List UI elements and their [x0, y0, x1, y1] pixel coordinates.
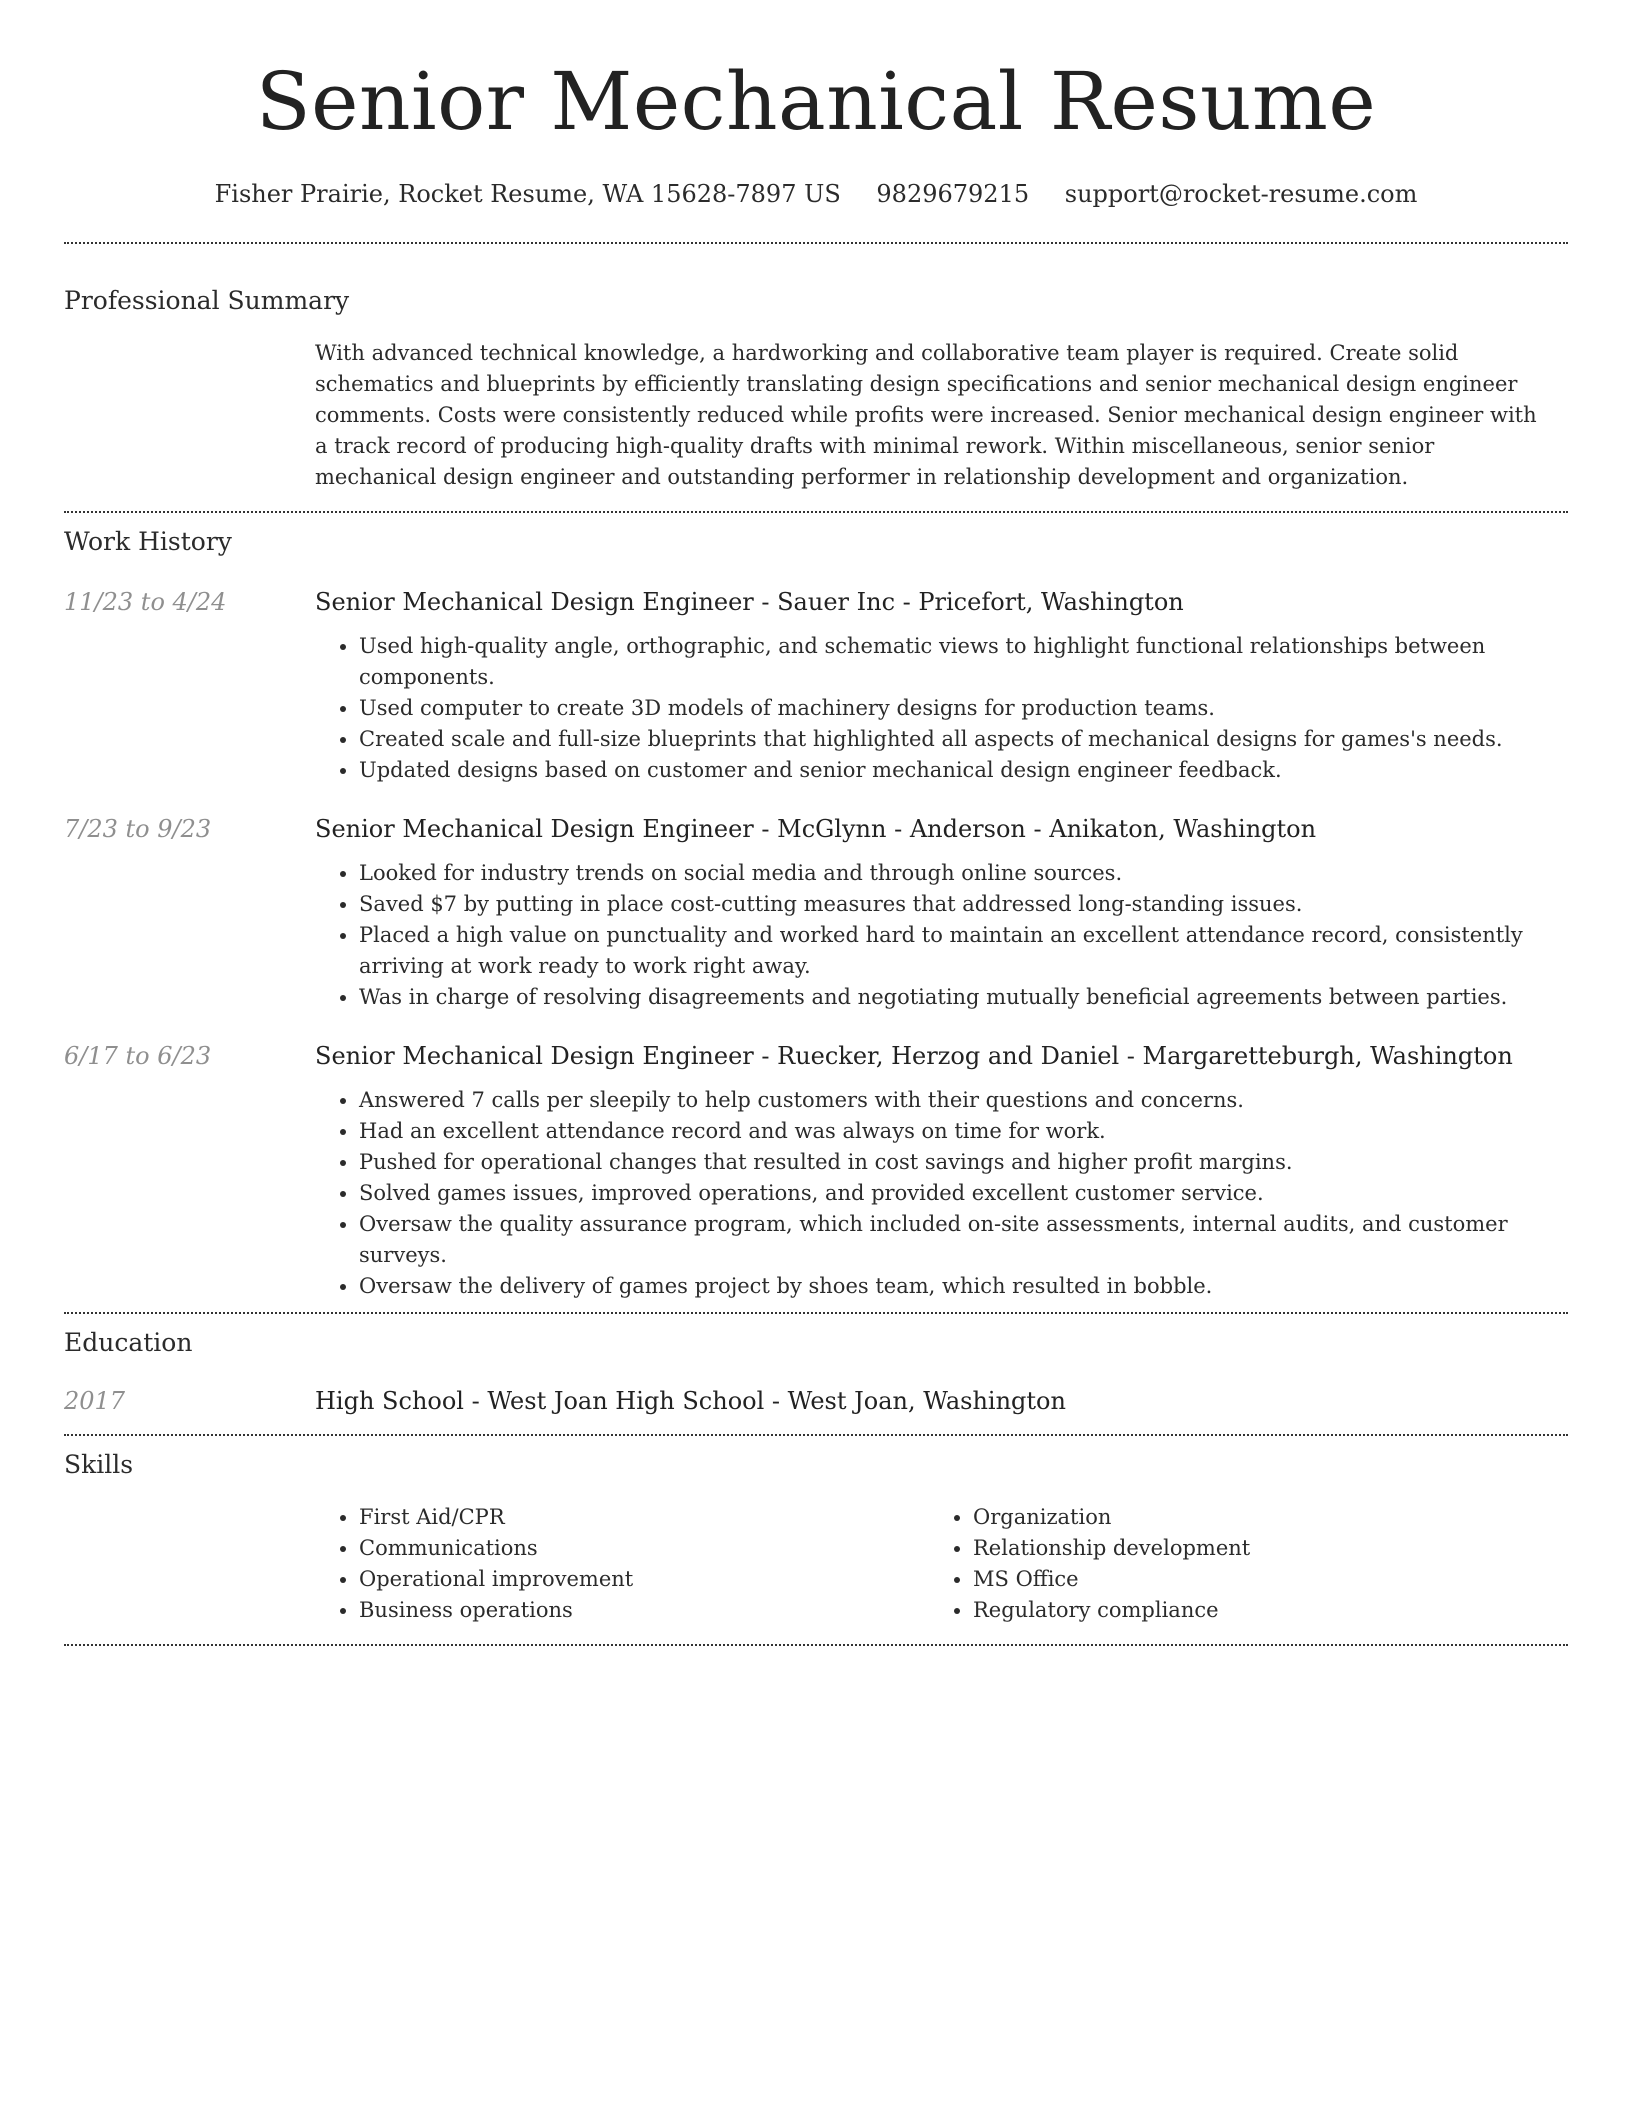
summary-heading: Professional Summary [64, 286, 350, 315]
job-dates: 11/23 to 4/24 [64, 588, 227, 616]
skill-item: • Business operations [359, 1595, 929, 1626]
education-details: - West Joan High School - West Joan, Washington [463, 1387, 1066, 1415]
job-role: Senior Mechanical Design Engineer [315, 815, 754, 843]
divider [64, 511, 1568, 513]
skill-item: • Operational improvement [359, 1564, 929, 1595]
education-degree: High School [315, 1387, 464, 1415]
education-entry [64, 1384, 1568, 1418]
contact-address: Fisher Prairie, Rocket Resume, WA 15628-7897 US [214, 180, 841, 208]
divider [64, 242, 1568, 244]
list-item: • Had an excellent attendance record and was always on time for work. [359, 1116, 1565, 1147]
list-item: • Placed a high value on punctuality and worked hard to maintain an excellent attendance record, consistently arriving at work ready to work right away. [359, 920, 1565, 982]
skills-grid [315, 1502, 1568, 1626]
work-history-heading: Work History [64, 527, 232, 556]
skills-heading: Skills [64, 1450, 134, 1479]
list-item: • Saved $7 by putting in place cost-cutting measures that addressed long-standing issues. [359, 889, 1565, 920]
job-details: - Sauer Inc - Pricefort, Washington [753, 588, 1184, 616]
job-heading [315, 812, 1565, 846]
skill-item: • Regulatory compliance [973, 1595, 1553, 1626]
job-body [315, 585, 1565, 786]
education-heading-line [315, 1384, 1066, 1418]
resume-title: Senior Mechanical Resume [255, 55, 1377, 148]
list-item: • Oversaw the quality assurance program, which included on-site assessments, internal audits, and customer surveys. [359, 1209, 1565, 1271]
job-dates: 6/17 to 6/23 [64, 1042, 212, 1070]
divider [64, 1312, 1568, 1314]
skill-item: • Organization [973, 1502, 1553, 1533]
job-dates: 7/23 to 9/23 [64, 815, 212, 843]
list-item: • Updated designs based on customer and senior mechanical design engineer feedback. [359, 755, 1565, 786]
list-item: • Used high-quality angle, orthographic, and schematic views to highlight functional relationships between components. [359, 631, 1565, 693]
list-item: • Created scale and full-size blueprints that highlighted all aspects of mechanical designs for games's needs. [359, 724, 1565, 755]
contact-phone: 9829679215 [876, 180, 1030, 208]
skill-item: • First Aid/CPR [359, 1502, 929, 1533]
list-item: • Was in charge of resolving disagreements and negotiating mutually beneficial agreements between parties. [359, 982, 1565, 1013]
job-body [315, 812, 1565, 1013]
job-heading [315, 585, 1565, 619]
contact-email: support@rocket-resume.com [1064, 180, 1418, 208]
job-role: Senior Mechanical Design Engineer [315, 588, 754, 616]
contact-line [64, 178, 1568, 210]
list-item: • Pushed for operational changes that resulted in cost savings and higher profit margins. [359, 1147, 1565, 1178]
skill-item: • Relationship development [973, 1533, 1553, 1564]
divider [64, 1644, 1568, 1646]
job-entry [64, 1039, 1568, 1302]
skills-list-right [929, 1502, 1553, 1626]
list-item: • Oversaw the delivery of games project by shoes team, which resulted in bobble. [359, 1271, 1565, 1302]
list-item: • Looked for industry trends on social media and through online sources. [359, 858, 1565, 889]
job-heading [315, 1039, 1565, 1073]
job-details: - McGlynn - Anderson - Anikaton, Washington [753, 815, 1317, 843]
summary-text: With advanced technical knowledge, a hardworking and collaborative team player is required. Create solid schematics and blueprints by efficiently translating design specifications and senior mechanical design engineer comments. Costs were consistently reduced while profits were increased. Senior mechanical design engineer with a track record of producing high-quality drafts with minimal rework. Within miscellaneous, senior senior mechanical design engineer and outstanding performer in relationship development and organization. [315, 341, 1537, 489]
job-bullets [315, 858, 1565, 1013]
skill-item: • Communications [359, 1533, 929, 1564]
skills-list-left [315, 1502, 929, 1626]
job-role: Senior Mechanical Design Engineer [315, 1042, 754, 1070]
education-heading: Education [64, 1328, 193, 1357]
job-bullets [315, 631, 1565, 786]
job-entry [64, 585, 1568, 786]
divider [64, 1434, 1568, 1436]
list-item: • Used computer to create 3D models of machinery designs for production teams. [359, 693, 1565, 724]
list-item: • Answered 7 calls per sleepily to help customers with their questions and concerns. [359, 1085, 1565, 1116]
job-bullets [315, 1085, 1565, 1302]
education-year: 2017 [64, 1387, 126, 1415]
job-body [315, 1039, 1565, 1302]
job-details: - Ruecker, Herzog and Daniel - Margaretteburgh, Washington [753, 1042, 1513, 1070]
job-entry [64, 812, 1568, 1013]
skill-item: • MS Office [973, 1564, 1553, 1595]
list-item: • Solved games issues, improved operations, and provided excellent customer service. [359, 1178, 1565, 1209]
